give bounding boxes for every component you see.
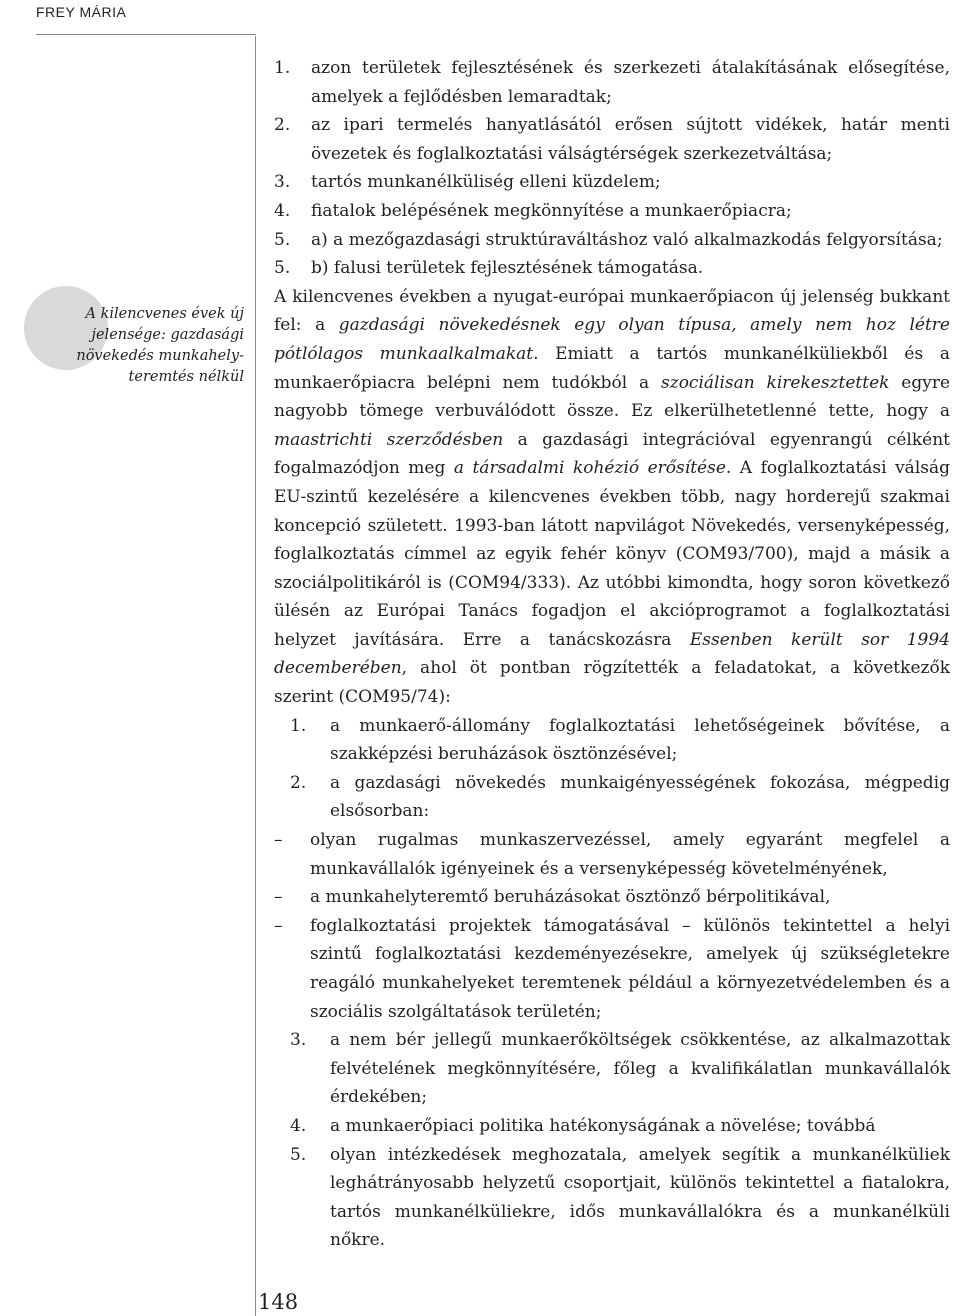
task-marker: 5. [290, 1144, 307, 1165]
para-text-3: egyre nagyobb tömege verbuválódott össze. Ez elkerülhetetlenné tette, hogy a [274, 372, 951, 422]
objective-item [274, 111, 950, 168]
task-text: a nem bér jellegű munkaerőköltségek csökkentése, az alkalmazottak felvételének megkönnyítésére, főleg a kvalifikálatlan munkavállalók érdekében; [330, 1030, 950, 1108]
sub-task-text: foglalkoztatási projektek támogatásával – különös tekintettel a helyi szintű foglalkoztatási kezdeményezésekre, amelyek új szükségletekre reagáló munkahelyeket teremtenek például a környezetvédelemben és a szociális szolgáltatások területén; [310, 915, 950, 1022]
task-item [290, 1141, 950, 1255]
para-text-4: a gazdasági integrációval egyenrangú célként fogalmazódjon meg [274, 429, 950, 479]
margin-rule [255, 36, 256, 1316]
sub-task-text: olyan rugalmas munkaszervezéssel, amely egyaránt megfelel a munkavállalók igényeinek és a versenyképesség követelményének, [310, 830, 950, 879]
objectives-list [274, 54, 950, 283]
task-marker: 1. [290, 715, 307, 736]
essen-tasks-list-part2 [274, 1026, 950, 1255]
objective-marker: 4. [274, 200, 291, 221]
header-rule [36, 34, 256, 35]
sub-task-marker: – [274, 887, 283, 908]
task-item [290, 1112, 950, 1141]
sub-task-marker: – [274, 915, 283, 936]
para-italic-5: Essenben került sor 1994 decemberében [274, 629, 950, 679]
sub-task-text: a munkahelyteremtő beruházásokat ösztönző bérpolitikával, [310, 887, 831, 908]
task-marker: 3. [290, 1030, 307, 1051]
objective-text: tartós munkanélküliség elleni küzdelem; [311, 172, 661, 193]
para-text-1: A kilencvenes években a nyugat-európai munkaerőpiacon új jelenség bukkant fel: a [274, 286, 950, 336]
para-italic-1: gazdasági növekedésnek egy olyan típusa, amely nem hoz létre pótlólagos munkaalkalmakat [274, 315, 950, 364]
para-text-5: . A foglalkoztatási válság EU-szintű kezelésére a kilencvenes években több, nagy horderejű szakmai koncepció született. 1993-ban látott napvilágot Növekedés, versenyképesség, foglalkoztatás címmel az egyik fehér könyv (COM93/700), majd a másik a szociálpolitikáról is (COM94/333). Az utóbbi kimondta, hogy soron következő ülésén az Európai Tanács fogadjon el akcióprogramot a foglalkoztatási helyzet javítására. Erre a tanácskozásra [274, 458, 950, 650]
objective-text: az ipari termelés hanyatlásától erősen sújtott vidékek, határ menti övezetek és foglalkoztatási válságtérségek szerkezetváltása; [311, 115, 950, 164]
objective-marker: 1. [274, 58, 291, 78]
objective-marker: 5. [274, 258, 291, 279]
task-marker: 2. [290, 772, 307, 793]
objective-item [274, 54, 950, 111]
main-text [274, 54, 950, 1255]
sub-task-item [274, 826, 950, 883]
body-paragraph [274, 283, 950, 712]
essen-dash-list [274, 826, 950, 1026]
task-text: a munkaerőpiaci politika hatékonyságának a növelése; továbbá [330, 1115, 876, 1136]
objective-text: b) falusi területek fejlesztésének támogatása. [311, 258, 704, 279]
objective-text: azon területek fejlesztésének és szerkezeti átalakításának elősegítése, amelyek a fejlődésben lemaradtak; [311, 58, 950, 107]
essen-tasks-list-part1 [274, 712, 950, 826]
objective-item [274, 197, 950, 226]
sub-task-item [274, 912, 950, 1026]
task-item [290, 769, 950, 826]
para-italic-4: a társadalmi kohézió erősítése [453, 458, 726, 479]
task-text: a munkaerő-állomány foglalkoztatási lehetőségeinek bővítése, a szakképzési beruházások ösztönzésével; [330, 715, 950, 765]
objective-item [274, 226, 950, 255]
task-text: a gazdasági növekedés munkaigényességének fokozása, mégpedig elsősorban: [330, 772, 950, 822]
objective-marker: 2. [274, 115, 291, 136]
para-text-6: , ahol öt pontban rögzítették a feladatokat, a következők szerint (COM95/74): [274, 658, 950, 708]
objective-marker: 3. [274, 172, 291, 193]
objective-text: a) a mezőgazdasági struktúraváltáshoz való alkalmazkodás felgyorsítása; [311, 229, 943, 250]
objective-marker: 5. [274, 229, 291, 250]
objective-item [274, 168, 950, 197]
margin-note: A kilencvenes évek új jelensége: gazdasági növekedés munkahely-teremtés nélkül [76, 306, 244, 385]
sub-task-item [274, 883, 950, 912]
page-number: 148 [258, 1290, 299, 1314]
task-item [290, 712, 950, 769]
objective-text: fiatalok belépésének megkönnyítése a munkaerőpiacra; [311, 200, 792, 221]
para-text-2: . Emiatt a tartós munkanélküliekből és a munkaerőpiacra belépni nem tudókból a [274, 343, 950, 393]
task-text: olyan intézkedések meghozatala, amelyek segítik a munkanélküliek leghátrányosabb helyzetű csoportjait, különös tekintettel a fiatalokra, tartós munkanélküliekre, idős munkavállalókra és a munkanélküli nőkre. [330, 1144, 950, 1251]
running-header-author: FREY MÁRIA [36, 4, 127, 20]
task-item [290, 1026, 950, 1112]
sub-task-marker: – [274, 830, 283, 851]
objective-item [274, 254, 950, 283]
para-italic-3: maastrichti szerződésben [274, 429, 504, 450]
task-marker: 4. [290, 1115, 307, 1136]
para-italic-2: szociálisan kirekesztettek [661, 372, 890, 393]
